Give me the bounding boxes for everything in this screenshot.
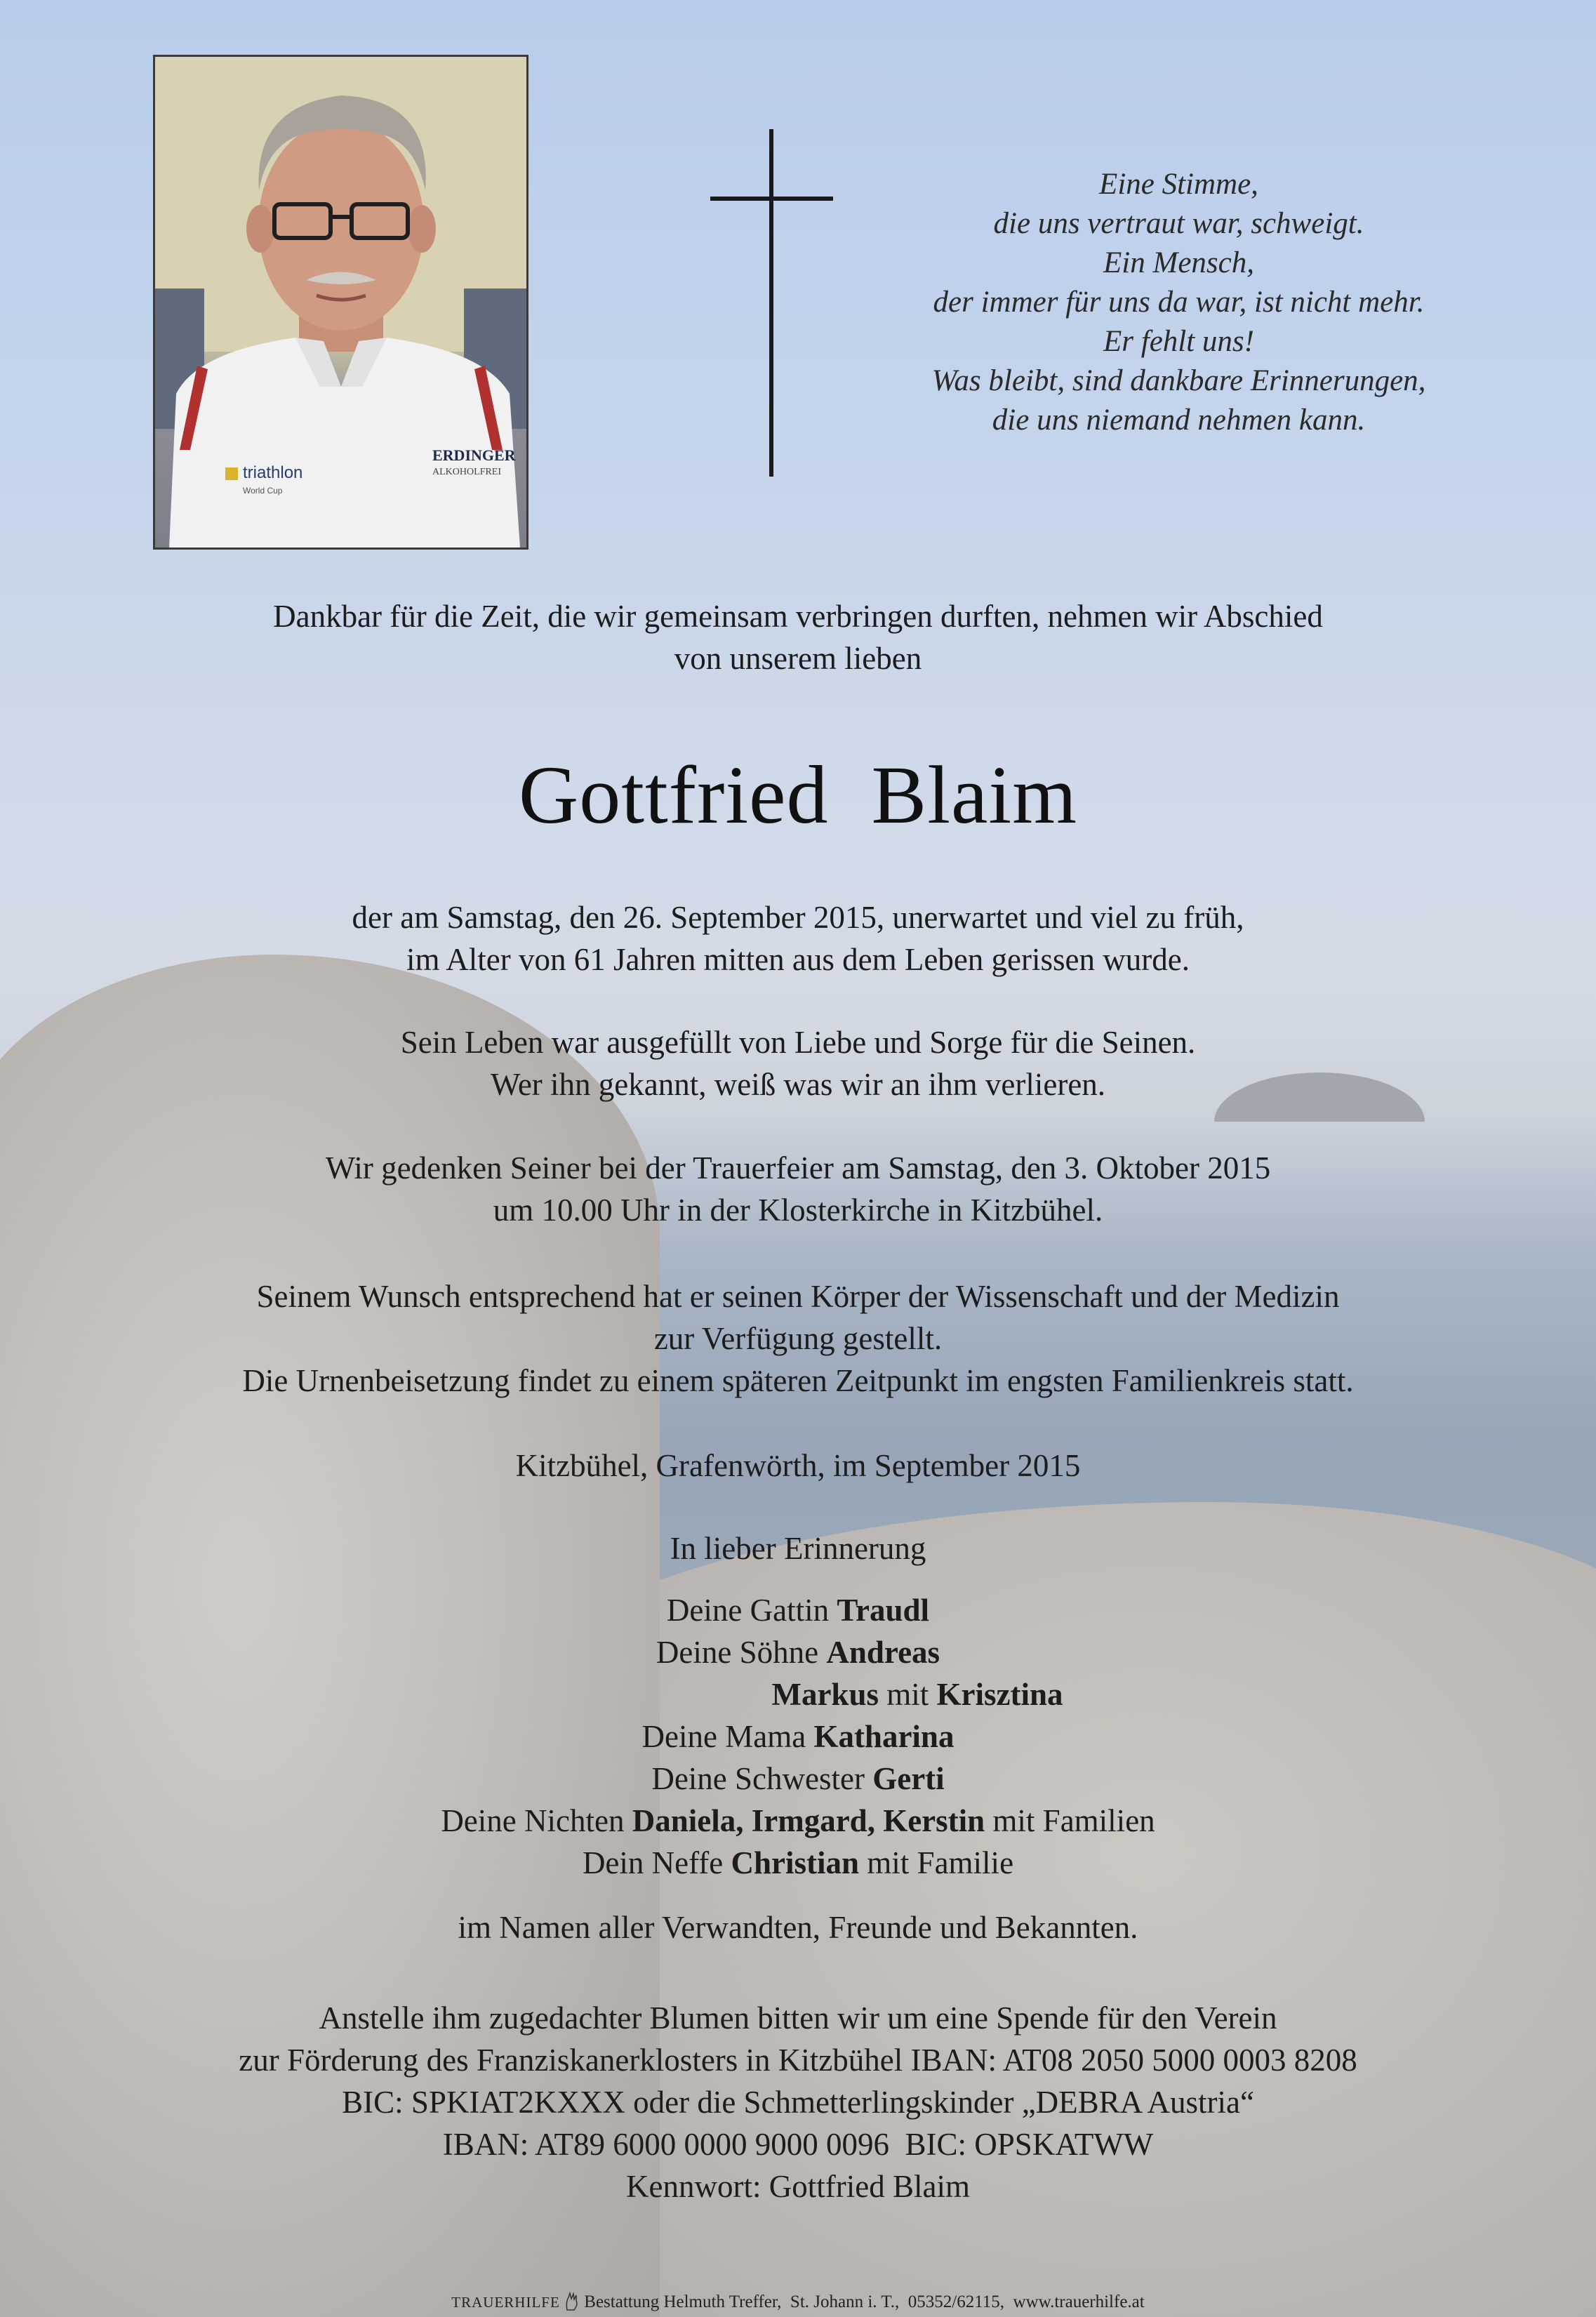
motto-poem	[851, 165, 1507, 440]
cross-icon	[710, 129, 833, 477]
remembrance-heading: In lieber Erinnerung	[670, 1531, 926, 1566]
service-line: Wir gedenken Seiner bei der Trauerfeier am Samstag, den 3. Oktober 2015	[325, 1150, 1271, 1186]
on-behalf-text: im Namen aller Verwandten, Freunde und Bekannten.	[458, 1910, 1138, 1945]
donation-line: IBAN: AT89 6000 0000 9000 0096 BIC: OPSKATWW	[442, 2127, 1154, 2162]
shirt-logo-worldcup: World Cup	[243, 486, 283, 496]
funeral-home-footer	[0, 2292, 1596, 2312]
mourner-sister: Deine Schwester Gerti	[651, 1761, 945, 1796]
place-date: Kitzbühel, Grafenwörth, im September 2015	[515, 1448, 1081, 1483]
shirt-logo-erdinger: ERDINGER	[432, 446, 516, 464]
deceased-name: Gottfried Blaim	[519, 749, 1077, 841]
service-text	[0, 1147, 1596, 1231]
mourner-sons: Deine Söhne Andreas	[656, 1635, 940, 1670]
donation-line: BIC: SPKIAT2KXXX oder die Schmetterlingskinder „DEBRA Austria“	[342, 2085, 1254, 2120]
mourner-nieces: Deine Nichten Daniela, Irmgard, Kerstin mit Familien	[441, 1803, 1155, 1838]
motto-line: Eine Stimme,	[1099, 168, 1258, 201]
portrait-illustration	[155, 57, 526, 547]
mourner-mother: Deine Mama Katharina	[641, 1719, 955, 1754]
portrait-photo	[153, 55, 528, 550]
motto-line: die uns vertraut war, schweigt.	[993, 207, 1364, 240]
life-line: Wer ihn gekannt, weiß was wir an ihm verlieren.	[490, 1067, 1106, 1102]
death-line: im Alter von 61 Jahren mitten aus dem Leben gerissen wurde.	[406, 942, 1190, 977]
body-donation-line: zur Verfügung gestellt.	[653, 1321, 943, 1356]
footer-brand: TRAUERHILFE	[451, 2294, 560, 2311]
death-text	[0, 896, 1596, 981]
donation-line: Kennwort: Gottfried Blaim	[626, 2169, 970, 2204]
intro-text	[0, 595, 1596, 679]
donation-line: zur Förderung des Franziskanerklosters in Kitzbühel IBAN: AT08 2050 5000 0003 8208	[239, 2043, 1357, 2078]
intro-line: von unserem lieben	[674, 641, 922, 676]
hand-logo-icon	[564, 2292, 580, 2311]
motto-line: Er fehlt uns!	[1103, 325, 1254, 358]
service-line: um 10.00 Uhr in der Klosterkirche in Kitzbühel.	[493, 1193, 1103, 1228]
mourner-son2: Markus mit Krisztina	[771, 1677, 1063, 1712]
body-donation-text	[0, 1275, 1596, 1402]
motto-line: Was bleibt, sind dankbare Erinnerungen,	[931, 364, 1426, 397]
donation-line: Anstelle ihm zugedachter Blumen bitten wir um eine Spende für den Verein	[319, 2000, 1277, 2036]
body-donation-line: Seinem Wunsch entsprechend hat er seinen Körper der Wissenschaft und der Medizin	[256, 1279, 1340, 1314]
life-text	[0, 1021, 1596, 1106]
mourner-nephew: Dein Neffe Christian mit Familie	[582, 1845, 1014, 1880]
donation-request	[0, 1997, 1596, 2208]
intro-line: Dankbar für die Zeit, die wir gemeinsam verbringen durften, nehmen wir Abschied	[273, 599, 1323, 634]
body-donation-line: Die Urnenbeisetzung findet zu einem späteren Zeitpunkt im engsten Familienkreis statt.	[242, 1363, 1354, 1398]
motto-line: Ein Mensch,	[1103, 246, 1254, 279]
mourner-wife: Deine Gattin Traudl	[666, 1593, 930, 1628]
mourners-list	[0, 1589, 1596, 1884]
life-line: Sein Leben war ausgefüllt von Liebe und Sorge für die Seinen.	[400, 1025, 1196, 1060]
footer-text: Bestattung Helmuth Treffer, St. Johann i. T., 05352/62115, www.trauerhilfe.at	[584, 2292, 1145, 2311]
shirt-logo-triathlon: triathlon	[243, 463, 303, 482]
death-line: der am Samstag, den 26. September 2015, unerwartet und viel zu früh,	[352, 900, 1244, 935]
motto-line: der immer für uns da war, ist nicht mehr.	[933, 286, 1425, 319]
motto-line: die uns niemand nehmen kann.	[992, 404, 1366, 437]
shirt-logo-alkoholfrei: ALKOHOLFREI	[432, 467, 501, 477]
